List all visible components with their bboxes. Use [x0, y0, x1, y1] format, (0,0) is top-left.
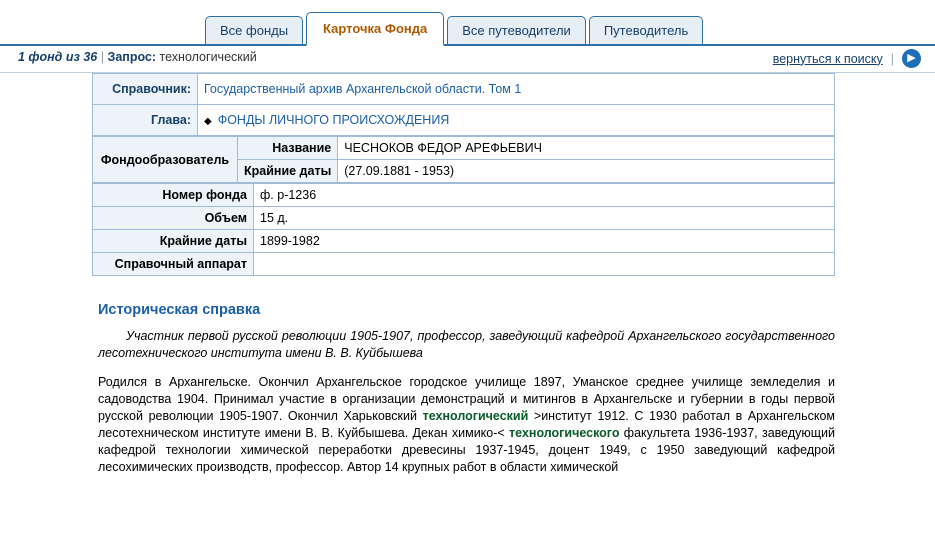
fondoobrazovatel-dates-label: Крайние даты [238, 160, 338, 183]
fund-dates-label: Крайние даты [93, 230, 254, 253]
reference-table [92, 73, 835, 136]
glava-value[interactable]: ФОНДЫ ЛИЧНОГО ПРОИСХОЖДЕНИЯ [217, 113, 450, 127]
tab-all-guides[interactable]: Все путеводители [447, 16, 586, 44]
action-divider: | [890, 51, 894, 66]
glava-value-cell [198, 105, 835, 136]
fund-volume-label: Объем [93, 207, 254, 230]
query-actions [773, 49, 921, 68]
fondoobrazovatel-table [92, 136, 835, 183]
table-row [93, 230, 835, 253]
fondoobrazovatel-label: Фондообразователь [93, 137, 238, 183]
glava-label: Глава: [93, 105, 198, 136]
query-value: технологический [159, 50, 257, 64]
fund-apparatus-value [254, 253, 835, 276]
fund-number-label: Номер фонда [93, 184, 254, 207]
fondoobrazovatel-name-value: ЧЕСНОКОВ ФЕДОР АРЕФЬЕВИЧ [338, 137, 835, 160]
tab-all-funds[interactable]: Все фонды [205, 16, 303, 44]
fund-number-value: ф. р-1236 [254, 184, 835, 207]
tab-bar [0, 0, 935, 46]
history-body-part3: факультета 1936-1937, заведующий кафедрой технологии химической переработки древесины 1937-1945, доцент 1949, с 1950 заведующий кафедрой лесохимических производств, профессор. Автор 14 крупных работ в области химической [98, 426, 835, 474]
fondoobrazovatel-name-label: Название [238, 137, 338, 160]
history-subtitle: Участник первой русской революции 1905-1907, профессор, заведующий кафедрой Архангельского государственного лесотехнического института имени В. В. Куйбышева [98, 329, 835, 360]
back-to-search-link[interactable]: вернуться к поиску [772, 51, 883, 66]
tab-list [205, 12, 703, 44]
table-row [93, 253, 835, 276]
history-body [98, 374, 835, 476]
table-row [93, 207, 835, 230]
fund-dates-value: 1899-1982 [254, 230, 835, 253]
fund-details-table [92, 183, 835, 276]
spravochnik-value[interactable]: Государственный архив Архангельской области. Том 1 [198, 74, 835, 105]
history-body-part1: Родился в Архангельске. Окончил Архангельское городское училище 1897, Уманское среднее училище земледелия и садоводства 1904. Принимал участие в организации демонстраций и митингов в Архангельске и губернии в годы первой русской революции 1905-1907. Окончил Харьковский [98, 375, 835, 423]
query-summary [18, 50, 257, 64]
table-row [93, 137, 835, 160]
history-highlight-1: технологический [422, 409, 529, 423]
history-body-part2: >институт 1912. С 1930 работал в Архангельском лесотехническом институте имени В. В. Куйбышева. Декан химико-< [98, 409, 835, 440]
history-title: Историческая справка [98, 302, 261, 318]
spravochnik-label: Справочник: [93, 74, 198, 105]
next-arrow-icon[interactable]: ▶ [902, 49, 921, 68]
diamond-bullet-icon: ◆ [204, 116, 212, 127]
tab-fund-card[interactable]: Карточка Фонда [306, 12, 444, 46]
table-row [93, 184, 835, 207]
tab-guide[interactable]: Путеводитель [589, 16, 703, 44]
query-bar [0, 46, 935, 73]
fondoobrazovatel-dates-value: (27.09.1881 - 1953) [338, 160, 835, 183]
result-count: 1 фонд из 36 [18, 50, 98, 64]
query-label: Запрос: [107, 50, 157, 64]
fund-apparatus-label: Справочный аппарат [93, 253, 254, 276]
table-row [93, 74, 835, 105]
history-highlight-2: технологического [509, 426, 620, 440]
main-content [0, 73, 935, 476]
table-row [93, 105, 835, 136]
query-separator: | [100, 50, 104, 64]
fund-volume-value: 15 д. [254, 207, 835, 230]
